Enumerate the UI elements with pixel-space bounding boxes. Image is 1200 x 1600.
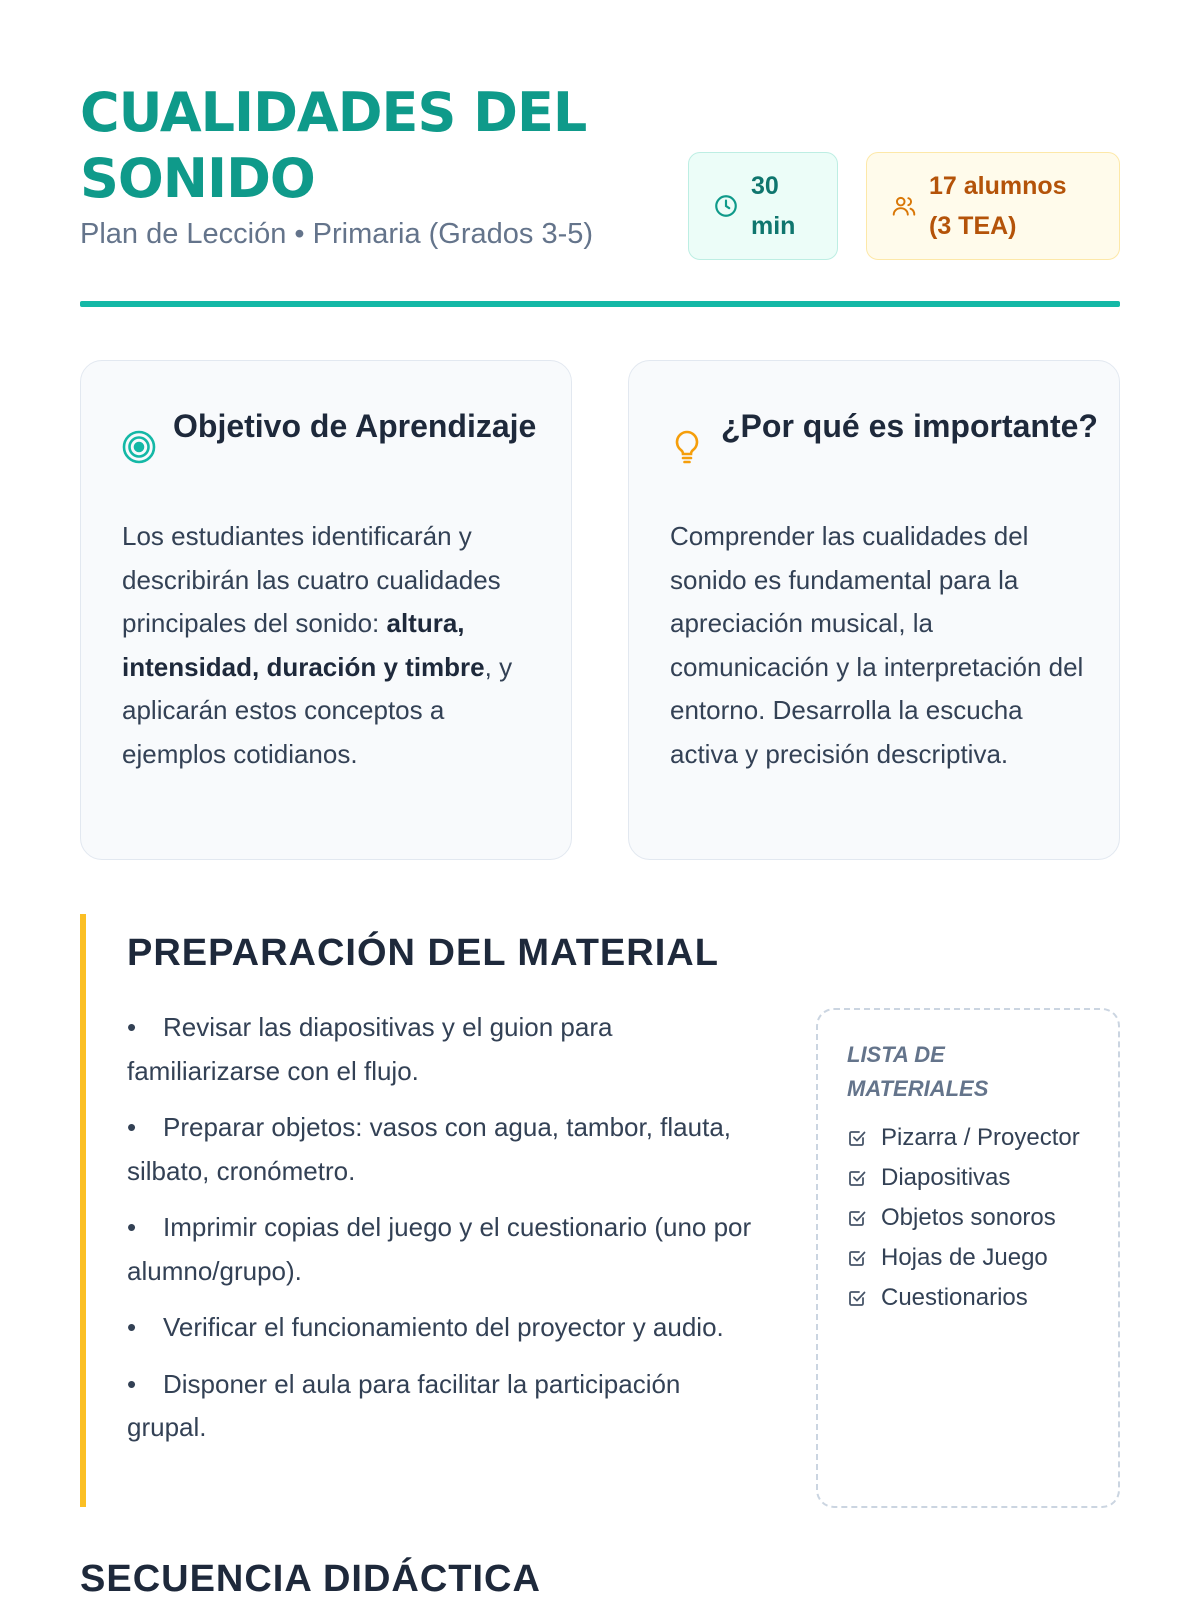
checklist-item bbox=[847, 1278, 1080, 1318]
objective-text-end: , y aplicarán estos conceptos a ejemplos cotidianos. bbox=[122, 651, 513, 769]
clock-icon bbox=[713, 193, 739, 219]
list-item bbox=[127, 1006, 767, 1093]
preparation-list bbox=[127, 1006, 767, 1463]
checklist-item bbox=[847, 1118, 1080, 1158]
materials-section bbox=[80, 914, 1120, 1507]
bullet-icon: • bbox=[127, 1212, 137, 1242]
checkbox-icon bbox=[847, 1128, 867, 1148]
objective-text-start: Los estudiantes identificarán y describirán las cuatro cualidades principales del sonido: bbox=[122, 521, 501, 638]
header-divider bbox=[80, 301, 1120, 307]
page-title: CUALIDADES DEL SONIDO bbox=[80, 81, 587, 210]
list-item-text: Verificar el funcionamiento del proyector y audio. bbox=[163, 1312, 724, 1342]
checklist-item-label: Objetos sonoros bbox=[881, 1204, 1056, 1231]
objective-card bbox=[80, 360, 572, 860]
list-item bbox=[127, 1206, 767, 1293]
bullet-icon: • bbox=[127, 1368, 137, 1399]
target-icon bbox=[121, 429, 157, 465]
checkbox-icon bbox=[847, 1168, 867, 1188]
importance-text: Comprender las cualidades del sonido es fundamental para la apreciación musical, la comunicación y la interpretación del entorno. Desarrolla la escucha activa y precisión descriptiva. bbox=[670, 521, 1084, 769]
users-icon bbox=[891, 193, 917, 219]
students-badge bbox=[866, 152, 1120, 260]
checklist-item bbox=[847, 1198, 1080, 1238]
checklist-item-label: Cuestionarios bbox=[881, 1284, 1028, 1311]
importance-card bbox=[628, 360, 1120, 860]
objective-text bbox=[122, 515, 542, 776]
checkbox-icon bbox=[847, 1248, 867, 1268]
materials-section-title: PREPARACIÓN DEL MATERIAL bbox=[127, 932, 719, 974]
bullet-icon: • bbox=[127, 1112, 137, 1142]
section-accent-bar bbox=[80, 914, 86, 1507]
checklist-item bbox=[847, 1238, 1080, 1278]
checklist-item-label: Hojas de Juego bbox=[881, 1244, 1048, 1271]
list-item-text: Revisar las diapositivas y el guion para familiarizarse con el flujo. bbox=[127, 1012, 613, 1086]
students-text: 17 alumnos (3 TEA) bbox=[929, 172, 1067, 240]
bullet-icon: • bbox=[127, 1012, 137, 1042]
bullet-icon: • bbox=[127, 1312, 137, 1342]
checkbox-icon bbox=[847, 1208, 867, 1228]
checklist-title: LISTA DE MATERIALES bbox=[847, 1042, 989, 1101]
objective-text-bold: altura, intensidad, duración y timbre bbox=[122, 608, 485, 682]
list-item bbox=[127, 1106, 767, 1193]
objective-title: Objetivo de Aprendizaje bbox=[173, 408, 537, 444]
checkbox-icon bbox=[847, 1288, 867, 1308]
checklist-items bbox=[847, 1118, 1080, 1318]
page-subtitle: Plan de Lección • Primaria (Grados 3-5) bbox=[80, 218, 594, 250]
list-item-text: Preparar objetos: vasos con agua, tambor, flauta, silbato, cronómetro. bbox=[127, 1112, 732, 1186]
duration-text: 30 min bbox=[751, 172, 796, 240]
checklist-item bbox=[847, 1158, 1080, 1198]
lightbulb-icon bbox=[669, 429, 705, 465]
checklist-item-label: Pizarra / Proyector bbox=[881, 1124, 1080, 1151]
header bbox=[80, 80, 1120, 270]
materials-checklist bbox=[816, 1008, 1120, 1508]
importance-title: ¿Por qué es importante? bbox=[721, 408, 1098, 444]
duration-badge bbox=[688, 152, 838, 260]
list-item-text: Imprimir copias del juego y el cuestionario (uno por alumno/grupo). bbox=[127, 1212, 752, 1286]
list-item bbox=[127, 1306, 767, 1350]
list-item-text: Disponer el aula para facilitar la participación grupal. bbox=[127, 1368, 681, 1442]
sequence-section-title: SECUENCIA DIDÁCTICA bbox=[80, 1558, 541, 1600]
list-item bbox=[127, 1363, 767, 1450]
checklist-item-label: Diapositivas bbox=[881, 1164, 1011, 1191]
